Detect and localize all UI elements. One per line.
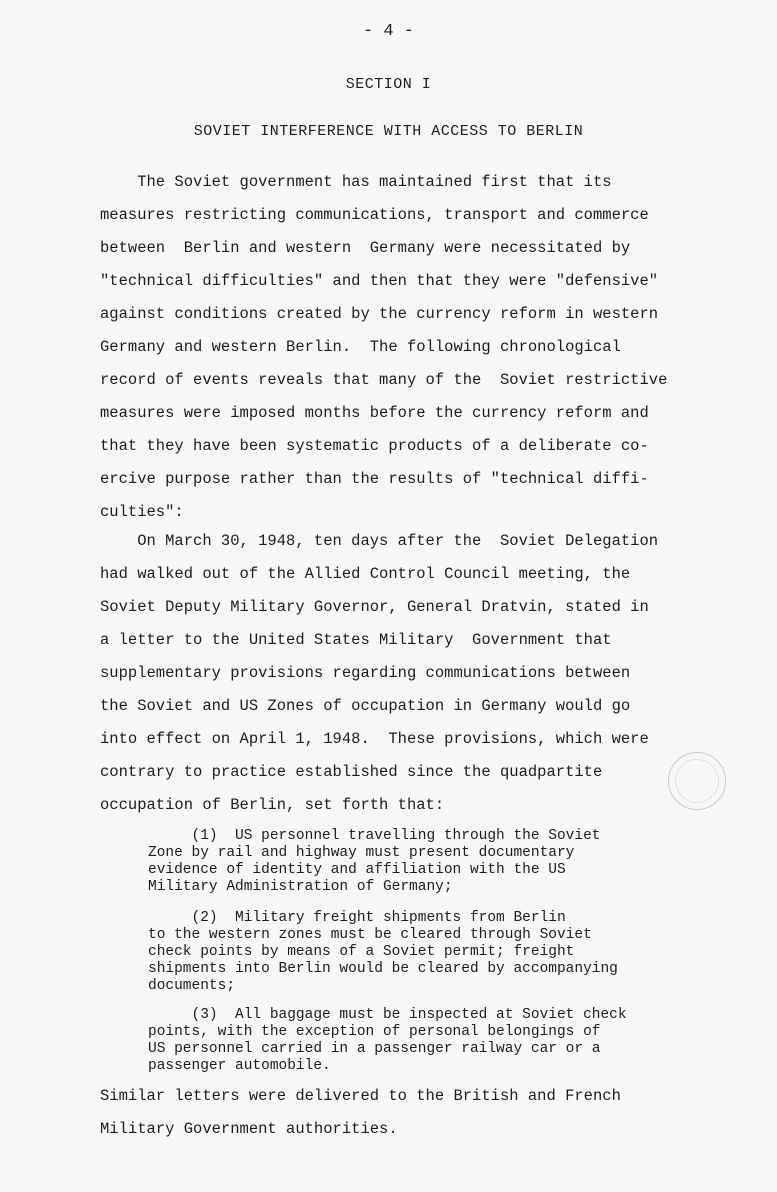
provision-item-2	[148, 910, 708, 995]
text-line: between Berlin and western Germany were necessitated by	[100, 239, 631, 257]
archive-stamp	[668, 752, 726, 810]
text-line: record of events reveals that many of the Soviet restrictive	[100, 371, 668, 389]
text-line: a letter to the United States Military Government that	[100, 631, 612, 649]
text-line: (2) Military freight shipments from Berlin	[148, 910, 566, 926]
text-line: passenger automobile.	[148, 1058, 331, 1074]
paragraph-intro	[100, 166, 700, 529]
text-line: occupation of Berlin, set forth that:	[100, 796, 445, 814]
text-line: Military Administration of Germany;	[148, 879, 453, 895]
paragraph-closing	[100, 1080, 700, 1146]
text-line: ercive purpose rather than the results of "technical diffi-	[100, 470, 649, 488]
document-title: SOVIET INTERFERENCE WITH ACCESS TO BERLIN	[193, 123, 584, 140]
text-line: shipments into Berlin would be cleared by accompanying	[148, 961, 618, 977]
text-line: measures restricting communications, transport and commerce	[100, 206, 649, 224]
paragraph-march-30	[100, 525, 700, 822]
provision-item-3	[148, 1007, 708, 1075]
text-line: against conditions created by the currency reform in western	[100, 305, 659, 323]
provision-item-1	[148, 828, 708, 896]
text-line: check points by means of a Soviet permit; freight	[148, 944, 575, 960]
text-line: Germany and western Berlin. The following chronological	[100, 338, 621, 356]
section-heading: SECTION I	[345, 76, 432, 93]
text-line: the Soviet and US Zones of occupation in Germany would go	[100, 697, 631, 715]
text-line: evidence of identity and affiliation with the US	[148, 862, 566, 878]
text-line: had walked out of the Allied Control Council meeting, the	[100, 565, 631, 583]
text-line: The Soviet government has maintained first that its	[100, 173, 612, 191]
text-line: into effect on April 1, 1948. These provisions, which were	[100, 730, 649, 748]
text-line: Soviet Deputy Military Governor, General Dratvin, stated in	[100, 598, 649, 616]
text-line: contrary to practice established since the quadpartite	[100, 763, 603, 781]
text-line: to the western zones must be cleared through Soviet	[148, 927, 592, 943]
text-line: US personnel carried in a passenger railway car or a	[148, 1041, 601, 1057]
page-number: - 4 -	[362, 22, 414, 41]
text-line: Military Government authorities.	[100, 1120, 398, 1138]
text-line: points, with the exception of personal belongings of	[148, 1024, 601, 1040]
text-line: documents;	[148, 978, 236, 994]
text-line: that they have been systematic products of a deliberate co-	[100, 437, 649, 455]
text-line: On March 30, 1948, ten days after the Soviet Delegation	[100, 532, 659, 550]
text-line: Similar letters were delivered to the British and French	[100, 1087, 621, 1105]
text-line: culties":	[100, 503, 184, 521]
text-line: (3) All baggage must be inspected at Soviet check	[148, 1007, 627, 1023]
text-line: measures were imposed months before the currency reform and	[100, 404, 649, 422]
text-line: supplementary provisions regarding communications between	[100, 664, 631, 682]
text-line: (1) US personnel travelling through the Soviet	[148, 828, 601, 844]
text-line: "technical difficulties" and then that they were "defensive"	[100, 272, 659, 290]
text-line: Zone by rail and highway must present documentary	[148, 845, 575, 861]
